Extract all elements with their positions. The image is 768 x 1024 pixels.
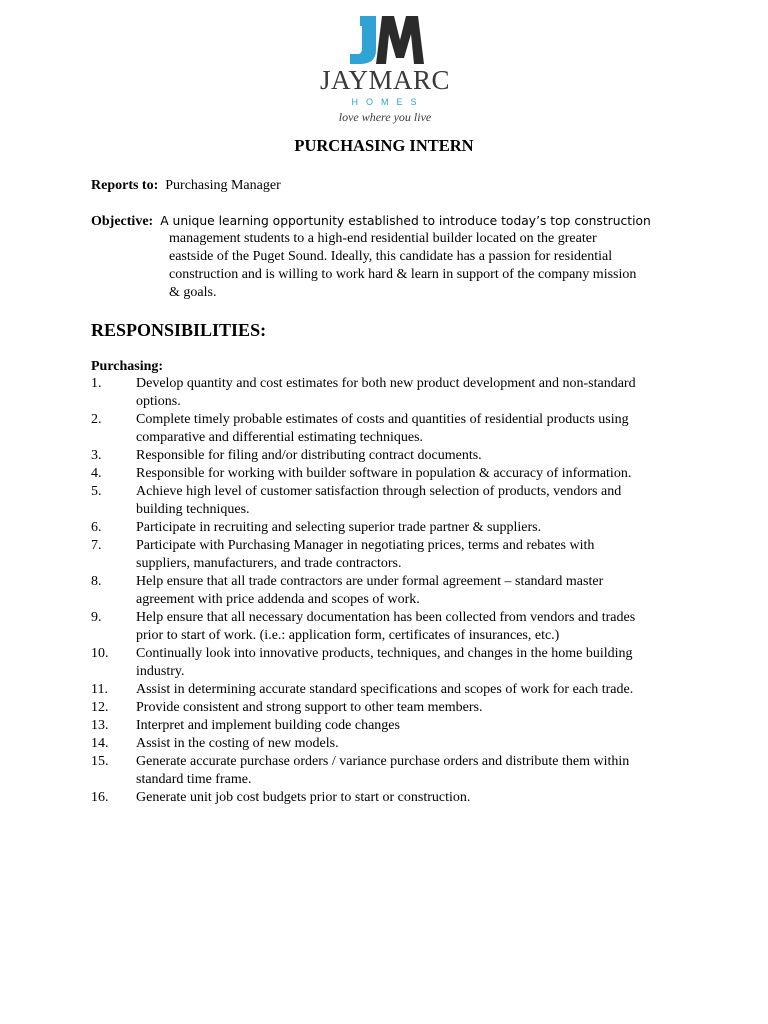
list-item	[0, 411, 768, 447]
list-item-number: 2.	[91, 412, 102, 427]
objective-line: management students to a high-end residential builder located on the greater	[169, 231, 597, 246]
list-item-line: prior to start of work. (i.e.: application form, certificates of insurances, etc.)	[136, 628, 560, 643]
list-item-line: Participate with Purchasing Manager in negotiating prices, terms and rebates with	[136, 538, 595, 553]
list-item	[0, 573, 768, 609]
list-item	[0, 465, 768, 483]
list-item-number: 6.	[91, 520, 102, 535]
list-item-line: Help ensure that all trade contractors are under formal agreement – standard master	[136, 574, 604, 589]
list-item	[0, 789, 768, 807]
objective-line: eastside of the Puget Sound. Ideally, this candidate has a passion for residential	[169, 249, 613, 264]
responsibilities-list	[0, 375, 768, 807]
list-item	[0, 447, 768, 465]
list-item-number: 11.	[91, 682, 108, 697]
list-item-number: 8.	[91, 574, 102, 589]
list-item-line: building techniques.	[136, 502, 250, 517]
list-item-line: suppliers, manufacturers, and trade contractors.	[136, 556, 402, 571]
logo-tagline: love where you live	[338, 110, 432, 124]
list-item-text	[136, 789, 681, 807]
document-title: PURCHASING INTERN	[294, 136, 474, 155]
list-item-text	[136, 465, 681, 483]
list-item-number: 9.	[91, 610, 102, 625]
reports-to	[91, 177, 281, 195]
logo-wordmark: JAYMARC	[319, 65, 451, 95]
list-item-number: 15.	[91, 754, 109, 769]
objective-line: & goals.	[169, 285, 217, 300]
responsibilities-heading: RESPONSIBILITIES:	[91, 320, 267, 340]
list-item-text	[136, 645, 681, 681]
list-item-text	[136, 537, 681, 573]
list-item	[0, 537, 768, 573]
list-item-line: comparative and differential estimating techniques.	[136, 430, 424, 445]
list-item-text	[136, 609, 681, 645]
reports-to-value: Purchasing Manager	[165, 178, 281, 193]
list-item-number: 1.	[91, 376, 102, 391]
list-item-line: standard time frame.	[136, 772, 252, 787]
list-item-number: 3.	[91, 448, 102, 463]
list-item-text	[136, 447, 681, 465]
list-item-text	[136, 375, 681, 411]
list-item-line: Generate unit job cost budgets prior to start or construction.	[136, 790, 471, 805]
purchasing-heading: Purchasing:	[91, 359, 164, 374]
list-item	[0, 483, 768, 519]
logo-homes-text: HOMES	[351, 97, 425, 107]
list-item-line: Provide consistent and strong support to other team members.	[136, 700, 483, 715]
list-item-text	[136, 411, 681, 447]
objective	[91, 212, 691, 300]
list-item-line: Responsible for filing and/or distributing contract documents.	[136, 448, 482, 463]
list-item-line: Participate in recruiting and selecting superior trade partner & suppliers.	[136, 520, 542, 535]
list-item-text	[136, 735, 681, 753]
list-item-number: 10.	[91, 646, 109, 661]
objective-line: construction and is willing to work hard & learn in support of the company mission	[169, 267, 637, 282]
objective-first-line: A unique learning opportunity established to introduce today’s top construction	[160, 214, 651, 228]
list-item-number: 4.	[91, 466, 102, 481]
list-item	[0, 717, 768, 735]
list-item-line: Achieve high level of customer satisfaction through selection of products, vendors and	[136, 484, 622, 499]
list-item-line: Assist in determining accurate standard specifications and scopes of work for each trade.	[136, 682, 634, 697]
list-item	[0, 681, 768, 699]
objective-label: Objective:	[91, 214, 154, 229]
list-item-number: 14.	[91, 736, 109, 751]
list-item	[0, 753, 768, 789]
list-item-line: industry.	[136, 664, 185, 679]
list-item-number: 7.	[91, 538, 102, 553]
list-item	[0, 645, 768, 681]
list-item-line: Continually look into innovative products, techniques, and changes in the home building	[136, 646, 633, 661]
jm-monogram-icon	[346, 14, 426, 66]
reports-to-label: Reports to:	[91, 178, 159, 193]
list-item-line: Generate accurate purchase orders / variance purchase orders and distribute them within	[136, 754, 630, 769]
list-item	[0, 609, 768, 645]
list-item-text	[136, 681, 681, 699]
list-item-number: 13.	[91, 718, 109, 733]
list-item-text	[136, 483, 681, 519]
list-item-number: 5.	[91, 484, 102, 499]
list-item-line: Interpret and implement building code changes	[136, 718, 400, 733]
list-item	[0, 519, 768, 537]
list-item-line: Assist in the costing of new models.	[136, 736, 339, 751]
list-item-number: 16.	[91, 790, 109, 805]
list-item	[0, 699, 768, 717]
company-logo	[300, 14, 470, 124]
list-item-line: Help ensure that all necessary documentation has been collected from vendors and trades	[136, 610, 636, 625]
list-item-line: Complete timely probable estimates of costs and quantities of residential products using	[136, 412, 629, 427]
list-item-text	[136, 717, 681, 735]
list-item-line: Develop quantity and cost estimates for both new product development and non-standard	[136, 376, 636, 391]
list-item-text	[136, 573, 681, 609]
list-item-line: Responsible for working with builder software in population & accuracy of information.	[136, 466, 632, 481]
list-item-text	[136, 519, 681, 537]
list-item-text	[136, 699, 681, 717]
list-item-number: 12.	[91, 700, 109, 715]
list-item	[0, 375, 768, 411]
list-item-text	[136, 753, 681, 789]
list-item-line: options.	[136, 394, 181, 409]
list-item	[0, 735, 768, 753]
list-item-line: agreement with price addenda and scopes of work.	[136, 592, 420, 607]
objective-body	[169, 230, 689, 302]
